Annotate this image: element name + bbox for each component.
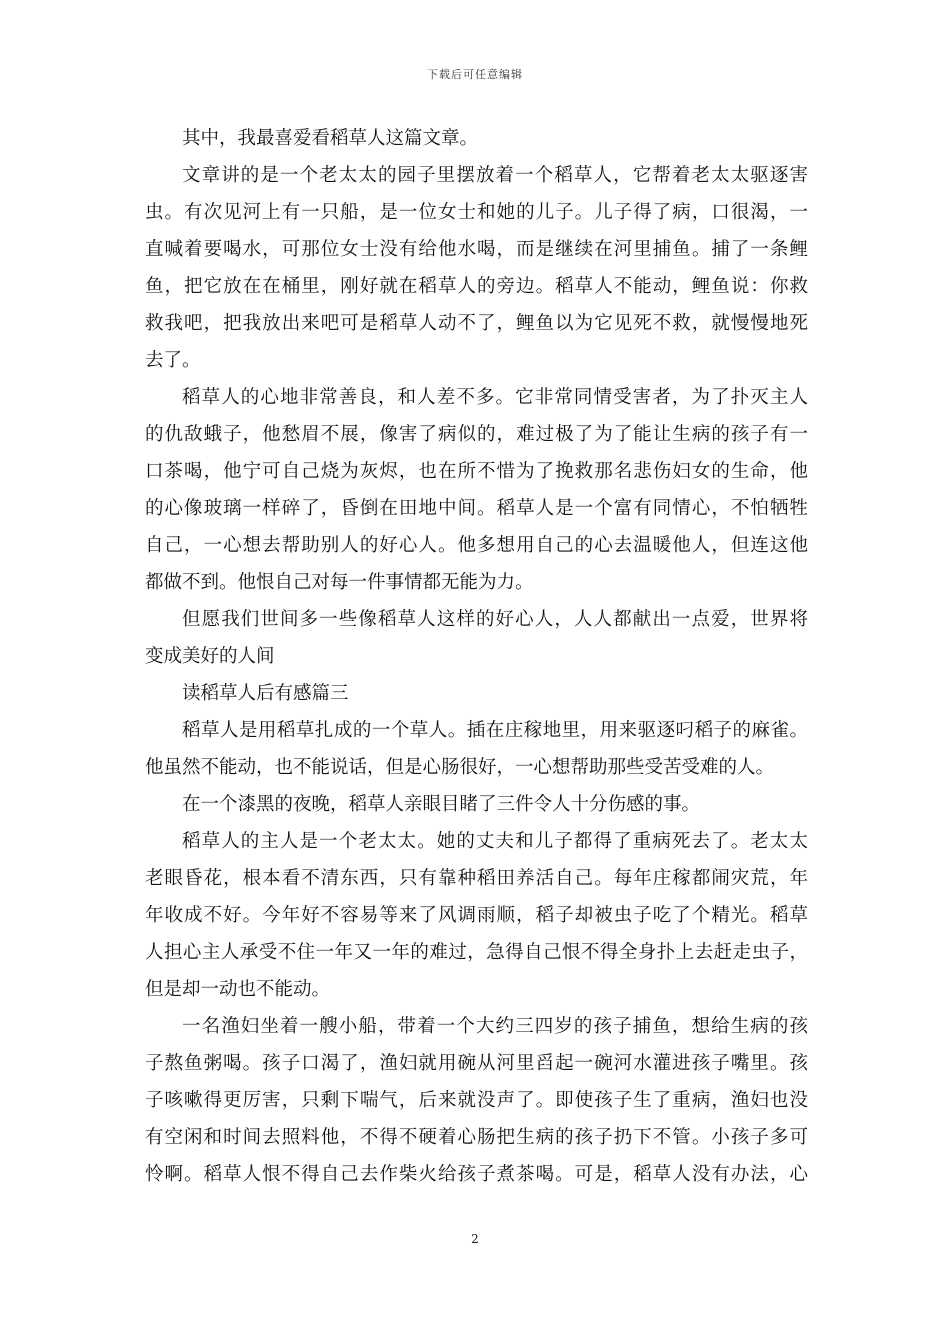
text-line: 都做不到。他恨自己对每一件事情都无能为力。 [145, 572, 534, 593]
text-line: 自己，一心想去帮助别人的好心人。他多想用自己的心去温暖他人，但连这他 [145, 535, 808, 556]
text-line: 子熬鱼粥喝。孩子口渴了，渔妇就用碗从河里舀起一碗河水灌进孩子嘴里。孩 [145, 1053, 808, 1074]
text-line: 去了。 [145, 350, 201, 371]
text-line: 变成美好的人间 [145, 646, 275, 667]
text-line: 但是却一动也不能动。 [145, 979, 331, 1000]
text-line: 的心像玻璃一样碎了，昏倒在田地中间。稻草人是一个富有同情心，不怕牺牲 [145, 498, 808, 519]
text-line: 的仇敌蛾子，他愁眉不展，像害了病似的，难过极了为了能让生病的孩子有一 [145, 424, 808, 445]
paragraph [145, 823, 808, 1008]
paragraph [145, 675, 808, 712]
text-line: 直喊着要喝水，可那位女士没有给他水喝，而是继续在河里捕鱼。捕了一条鲤 [145, 239, 808, 260]
text-line: 在一个漆黑的夜晚，稻草人亲眼目睹了三件令人十分伤感的事。 [182, 794, 701, 815]
text-line: 稻草人的主人是一个老太太。她的丈夫和儿子都得了重病死去了。老太太 [182, 831, 808, 852]
paragraph [145, 120, 808, 157]
paragraph [145, 712, 808, 786]
text-line: 年收成不好。今年好不容易等来了风调雨顺，稻子却被虫子吃了个精光。稻草 [145, 905, 808, 926]
text-line: 怜啊。稻草人恨不得自己去作柴火给孩子煮茶喝。可是，稻草人没有办法，心 [145, 1164, 808, 1185]
text-line: 读稻草人后有感篇三 [182, 683, 349, 704]
paragraph [145, 786, 808, 823]
text-line: 救我吧，把我放出来吧可是稻草人动不了，鲤鱼以为它见死不救，就慢慢地死 [145, 313, 808, 334]
text-line: 口茶喝，他宁可自己烧为灰烬，也在所不惜为了挽救那名悲伤妇女的生命，他 [145, 461, 808, 482]
document-body [145, 120, 808, 1193]
page-header: 下载后可任意编辑 [427, 68, 523, 81]
text-line: 文章讲的是一个老太太的园子里摆放着一个稻草人，它帮着老太太驱逐害 [182, 165, 808, 186]
text-line: 子咳嗽得更厉害，只剩下喘气，后来就没声了。即使孩子生了重病，渔妇也没 [145, 1090, 808, 1111]
paragraph [145, 157, 808, 379]
page-number: 2 [471, 1232, 479, 1246]
text-line: 有空闲和时间去照料他，不得不硬着心肠把生病的孩子扔下不管。小孩子多可 [145, 1127, 808, 1148]
text-line: 其中，我最喜爱看稻草人这篇文章。 [182, 128, 479, 149]
paragraph [145, 601, 808, 675]
text-line: 一名渔妇坐着一艘小船，带着一个大约三四岁的孩子捕鱼，想给生病的孩 [182, 1016, 808, 1037]
text-line: 稻草人的心地非常善良，和人差不多。它非常同情受害者，为了扑灭主人 [182, 387, 808, 408]
text-line: 人担心主人承受不住一年又一年的难过，急得自己恨不得全身扑上去赶走虫子， [145, 942, 808, 963]
text-line: 但愿我们世间多一些像稻草人这样的好心人，人人都献出一点爱，世界将 [182, 609, 808, 630]
paragraph [145, 379, 808, 601]
text-line: 他虽然不能动，也不能说话，但是心肠很好，一心想帮助那些受苦受难的人。 [145, 757, 775, 778]
text-line: 老眼昏花，根本看不清东西，只有靠种稻田养活自己。每年庄稼都闹灾荒，年 [145, 868, 808, 889]
text-line: 虫。有次见河上有一只船，是一位女士和她的儿子。儿子得了病，口很渴，一 [145, 202, 808, 223]
text-line: 鱼，把它放在在桶里，刚好就在稻草人的旁边。稻草人不能动，鲤鱼说：你救 [145, 276, 808, 297]
text-line: 稻草人是用稻草扎成的一个草人。插在庄稼地里，用来驱逐叼稻子的麻雀。 [182, 720, 808, 741]
paragraph [145, 1008, 808, 1193]
